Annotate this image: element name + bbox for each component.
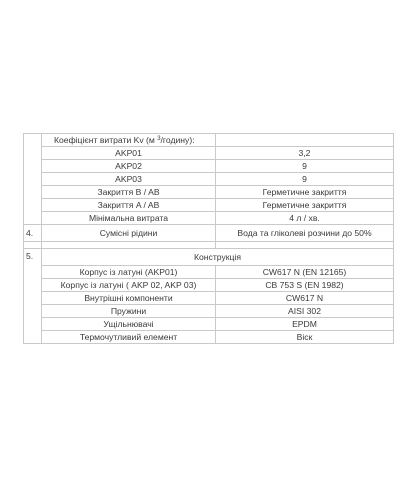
- kv-header-unit: /годину):: [160, 134, 195, 145]
- value-cell: Герметичне закриття: [216, 186, 394, 199]
- table-row: [24, 186, 394, 199]
- table-row: [24, 173, 394, 186]
- param-cell: AKP03: [42, 173, 216, 186]
- spacer-cell: [24, 242, 42, 249]
- param-cell: AKP02: [42, 160, 216, 173]
- table-row: [24, 279, 394, 292]
- value-cell: 9: [216, 173, 394, 186]
- section-header-row: [24, 249, 394, 266]
- value-cell: CW617 N: [216, 292, 394, 305]
- value-cell: CB 753 S (EN 1982): [216, 279, 394, 292]
- value-cell: CW617 N (EN 12165): [216, 266, 394, 279]
- table-row: [24, 134, 394, 147]
- table-row: [24, 199, 394, 212]
- param-cell: Закриття B / AB: [42, 186, 216, 199]
- param-cell: Внутрішні компоненти: [42, 292, 216, 305]
- row-number: 5.: [24, 249, 42, 344]
- table-row: [24, 318, 394, 331]
- param-cell: Пружини: [42, 305, 216, 318]
- param-cell: Ущільнювачі: [42, 318, 216, 331]
- value-cell: 4 л / хв.: [216, 212, 394, 225]
- param-cell: AKP01: [42, 147, 216, 160]
- value-cell: EPDM: [216, 318, 394, 331]
- table-row: [24, 212, 394, 225]
- param-cell: Мінімальна витрата: [42, 212, 216, 225]
- row-number-cell: [24, 134, 42, 225]
- kv-header-text: Коефіцієнт витрати Kv (м: [54, 134, 158, 145]
- spacer-row: [24, 242, 394, 249]
- table-row: [24, 266, 394, 279]
- param-cell: Корпус із латуні ( AKP 02, AKP 03): [42, 279, 216, 292]
- table-row: [24, 160, 394, 173]
- param-cell: Термочутливий елемент: [42, 331, 216, 344]
- table-row-compatible-fluids: [24, 225, 394, 242]
- section-title: Конструкція: [42, 249, 394, 266]
- value-cell: Вода та гліколеві розчини до 50%: [216, 225, 394, 242]
- param-cell: Закриття A / AB: [42, 199, 216, 212]
- table-row: [24, 305, 394, 318]
- value-cell: Герметичне закриття: [216, 199, 394, 212]
- kv-header-value-cell: [216, 134, 394, 147]
- spacer-cell: [42, 242, 216, 249]
- table-row: [24, 331, 394, 344]
- param-cell: Сумісні рідини: [42, 225, 216, 242]
- spacer-cell: [216, 242, 394, 249]
- spec-sheet: [23, 133, 393, 344]
- row-number: 4.: [24, 225, 42, 242]
- kv-header-superscript: 3: [157, 135, 161, 142]
- param-cell: Корпус із латуні (AKP01): [42, 266, 216, 279]
- value-cell: 9: [216, 160, 394, 173]
- value-cell: 3,2: [216, 147, 394, 160]
- value-cell: AISI 302: [216, 305, 394, 318]
- table-row: [24, 147, 394, 160]
- specifications-table: [23, 133, 394, 344]
- table-row: [24, 292, 394, 305]
- kv-header-cell: [42, 134, 216, 147]
- value-cell: Віск: [216, 331, 394, 344]
